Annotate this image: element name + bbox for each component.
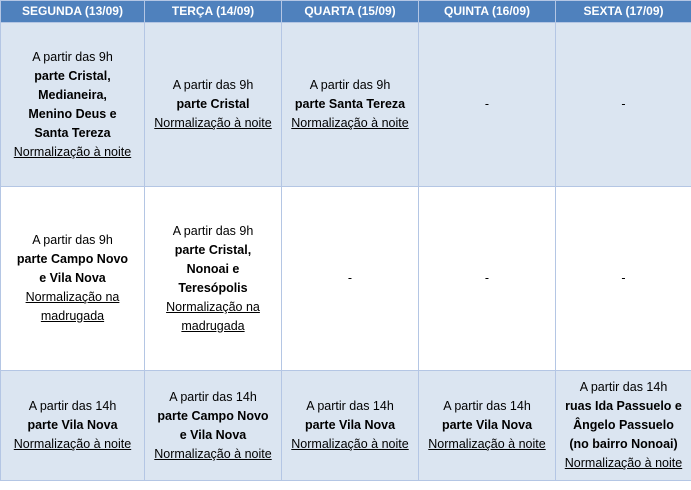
start-time: A partir das 9h: [309, 78, 391, 92]
cell-monday: [1, 23, 145, 187]
start-time: A partir das 14h: [28, 399, 117, 413]
normalization-note: Normalização na: [25, 290, 120, 304]
normalization-note: Normalização à noite: [13, 437, 132, 451]
schedule-row: [1, 23, 691, 187]
header-row: [1, 1, 691, 23]
affected-area: parte Campo Novo: [157, 408, 269, 423]
affected-area: Santa Tereza: [34, 125, 111, 140]
normalization-note: Normalização à noite: [291, 116, 409, 130]
normalization-note: Normalização à noite: [428, 437, 546, 451]
cell-tuesday: [145, 371, 282, 481]
normalization-note: madrugada: [40, 309, 105, 323]
cell-monday: [1, 371, 145, 481]
header-friday: SEXTA (17/09): [556, 1, 691, 23]
start-time: A partir das 9h: [172, 78, 254, 92]
cell-wednesday: [282, 371, 419, 481]
schedule-body: [1, 23, 691, 481]
affected-area: Nonoai e: [186, 261, 240, 276]
normalization-note: madrugada: [181, 318, 245, 333]
affected-area: Teresópolis: [178, 280, 248, 295]
cell-wednesday: [282, 187, 419, 371]
cell-friday: [556, 187, 691, 371]
normalization-note: Normalização à noite: [13, 144, 132, 159]
start-time: A partir das 14h: [443, 399, 531, 413]
affected-area: Menino Deus e: [28, 106, 117, 121]
empty-dash: -: [621, 97, 626, 111]
header-wednesday: QUARTA (15/09): [282, 1, 419, 23]
cell-thursday: [419, 23, 556, 187]
affected-area: parte Santa Tereza: [294, 97, 406, 111]
empty-dash: -: [347, 271, 353, 285]
cell-tuesday: [145, 187, 282, 371]
affected-area: parte Vila Nova: [304, 418, 396, 432]
empty-dash: -: [484, 271, 490, 285]
cell-tuesday: [145, 23, 282, 187]
affected-area: parte Campo Novo: [16, 252, 129, 266]
normalization-note: Normalização à noite: [564, 456, 683, 470]
start-time: A partir das 14h: [306, 399, 394, 413]
empty-dash: -: [621, 271, 626, 285]
affected-area: parte Cristal,: [34, 68, 111, 83]
cell-friday: [556, 23, 691, 187]
cell-thursday: [419, 371, 556, 481]
affected-area: Medianeira,: [38, 87, 107, 102]
affected-area: parte Cristal,: [174, 242, 252, 257]
normalization-note: Normalização à noite: [154, 116, 272, 130]
affected-area: parte Vila Nova: [441, 418, 533, 432]
affected-area: e Vila Nova: [179, 427, 247, 442]
normalization-note: Normalização à noite: [291, 437, 409, 451]
schedule-row: [1, 371, 691, 481]
cell-monday: [1, 187, 145, 371]
start-time: A partir das 14h: [169, 389, 257, 404]
header-tuesday: TERÇA (14/09): [145, 1, 282, 23]
schedule-row: [1, 187, 691, 371]
header-monday: SEGUNDA (13/09): [1, 1, 145, 23]
start-time: A partir das 9h: [32, 233, 113, 247]
affected-area: parte Vila Nova: [27, 418, 118, 432]
start-time: A partir das 9h: [172, 223, 254, 238]
header-thursday: QUINTA (16/09): [419, 1, 556, 23]
cell-friday: [556, 371, 691, 481]
affected-area: (no bairro Nonoai): [569, 437, 678, 451]
affected-area: ruas Ida Passuelo e: [565, 399, 682, 413]
affected-area: parte Cristal: [176, 97, 250, 111]
cell-wednesday: [282, 23, 419, 187]
start-time: A partir das 14h: [579, 380, 668, 394]
start-time: A partir das 9h: [32, 49, 113, 64]
cell-thursday: [419, 187, 556, 371]
affected-area: Ângelo Passuelo: [573, 418, 674, 432]
normalization-note: Normalização à noite: [154, 446, 272, 461]
normalization-note: Normalização na: [166, 299, 260, 314]
empty-dash: -: [484, 97, 490, 111]
affected-area: e Vila Nova: [39, 271, 106, 285]
